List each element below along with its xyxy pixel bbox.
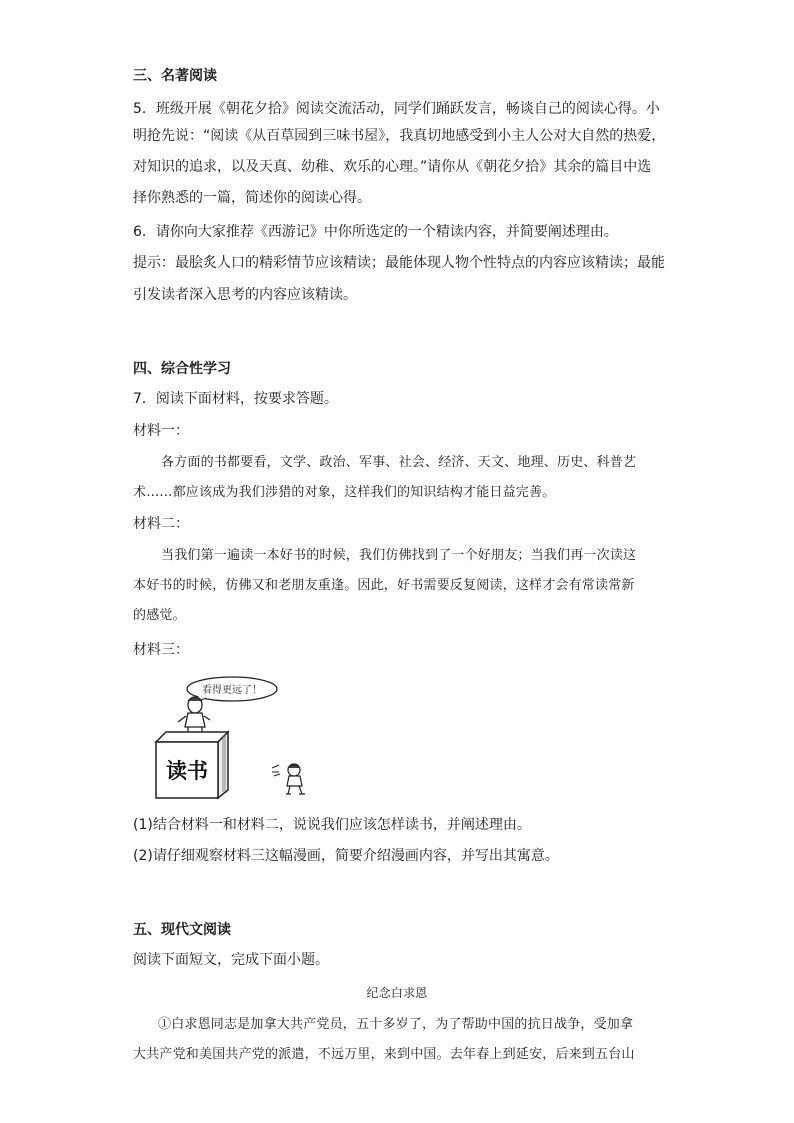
material-1-label: 材料一： — [133, 423, 189, 439]
q6-text: 6．请你向大家推荐《西游记》中你所选定的一个精读内容，并简要阐述理由。 — [133, 224, 618, 240]
sub-question-2: (2)请仔细观察材料三这幅漫画，简要介绍漫画内容，并写出其寓意。 — [133, 848, 559, 864]
speech-bubble-text: 看得更远了！ — [202, 685, 262, 696]
material-2-line-3: 的感觉。 — [133, 608, 186, 623]
book-title: 读书 — [166, 759, 208, 783]
small-figure — [286, 764, 305, 794]
article-para-line-1: ①白求恩同志是加拿大共产党员，五十多岁了，为了帮助中国的抗日战争，受加拿 — [158, 1017, 634, 1032]
reading-cartoon — [148, 672, 338, 802]
q7-text: 7．阅读下面材料，按要求答题。 — [133, 391, 338, 407]
material-3-label: 材料三： — [133, 642, 189, 658]
q5-line-3: 对知识的追求，以及天真、幼稚、欢乐的心理。”请你从《朝花夕拾》其余的篇目中选 — [133, 159, 652, 175]
reading-intro: 阅读下面短文，完成下面小题。 — [133, 952, 329, 968]
section-heading-4: 四、综合性学习 — [133, 361, 231, 377]
q5-line-4: 择你熟悉的一篇，简述你的阅读心得。 — [133, 190, 371, 206]
article-para-line-2: 大共产党和美国共产党的派遣，不远万里，来到中国。去年春上到延安，后来到五台山 — [133, 1047, 635, 1062]
hint-line-2: 引发读者深入思考的内容应该精读。 — [133, 287, 357, 303]
material-2-line-1: 当我们第一遍读一本好书的时候，我们仿佛找到了一个好朋友；当我们再一次读这 — [161, 548, 637, 563]
section-heading-3: 三、名著阅读 — [133, 68, 217, 84]
article-title: 纪念白求恩 — [366, 986, 428, 1000]
material-1-line-2: 术……都应该成为我们涉猎的对象，这样我们的知识结构才能日益完善。 — [133, 485, 556, 500]
q5-line-1: 5．班级开展《朝花夕拾》阅读交流活动，同学们踊跃发言，畅谈自己的阅读心得。小 — [133, 101, 660, 117]
material-2-line-2: 本好书的时候，仿佛又和老朋友重逢。因此，好书需要反复阅读，这样才会有常读常新 — [133, 578, 635, 593]
figure-on-book — [178, 697, 210, 734]
material-2-label: 材料二： — [133, 516, 189, 532]
material-1-line-1: 各方面的书都要看，文学、政治、军事、社会、经济、天文、地理、历史、科普艺 — [161, 455, 637, 470]
q5-line-2: 明抢先说：“阅读《从百草园到三味书屋》，我真切地感受到小主人公对大自然的热爱， — [133, 128, 666, 144]
sub-question-1: (1)结合材料一和材料二，说说我们应该怎样读书，并阐述理由。 — [133, 817, 531, 833]
section-heading-5: 五、现代文阅读 — [133, 922, 231, 938]
hint-line-1: 提示：最脍炙人口的精彩情节应该精读；最能体现人物个性特点的内容应该精读；最能 — [133, 255, 665, 271]
